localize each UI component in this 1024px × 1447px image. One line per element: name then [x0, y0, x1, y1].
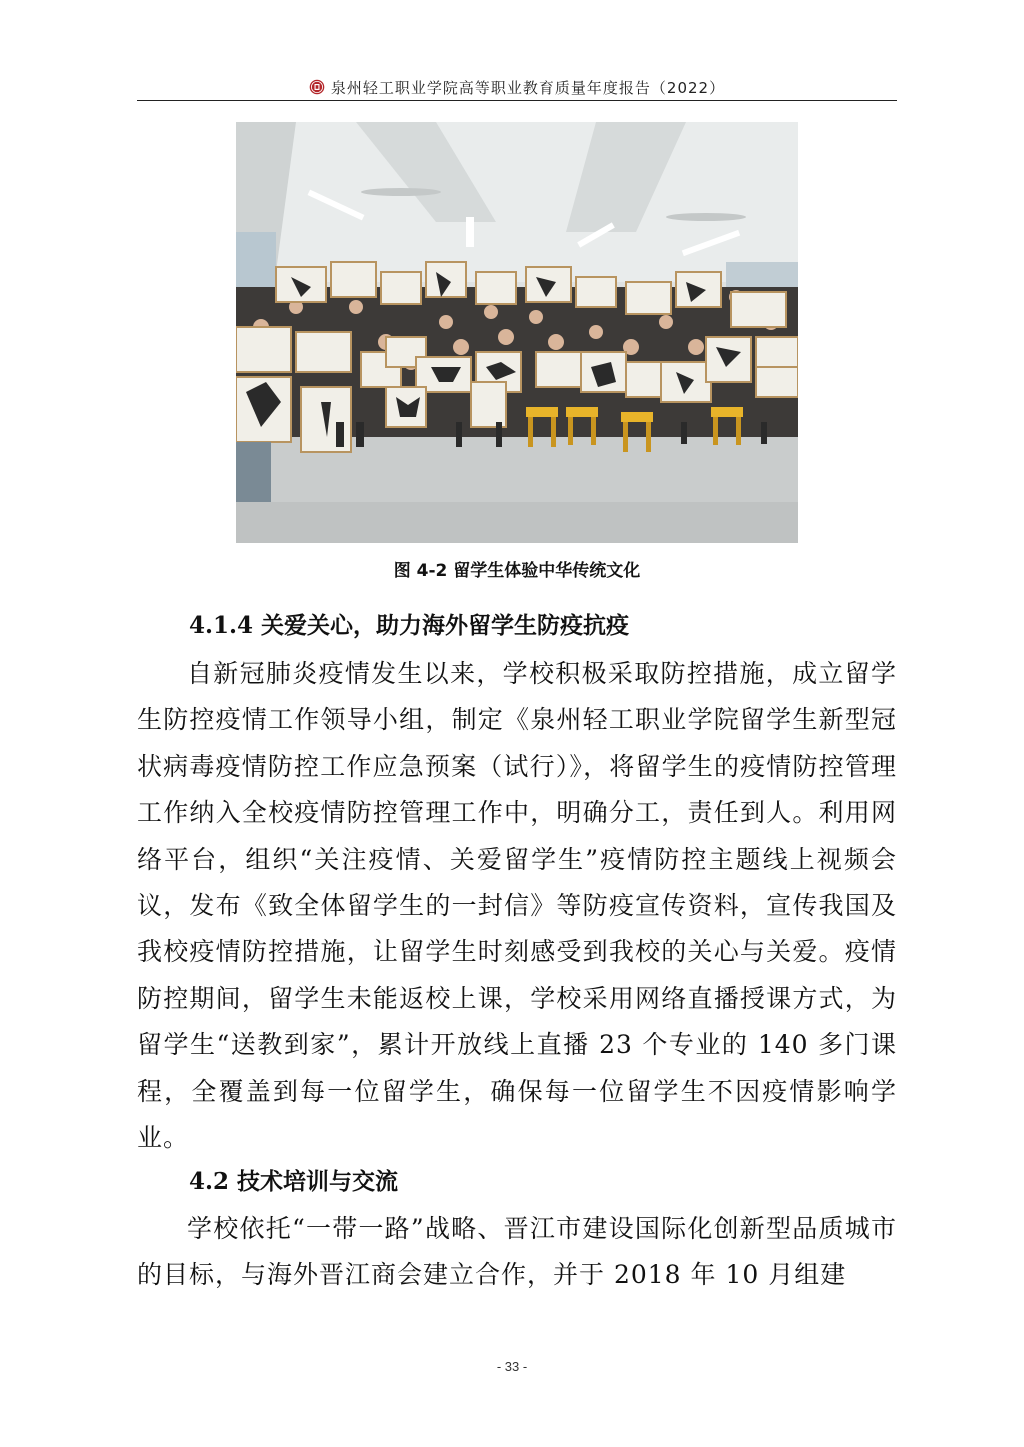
- section-heading-4-2: 4.2 技术培训与交流: [189, 1168, 399, 1195]
- section-heading-4-1-4: 4.1.4 关爱关心，助力海外留学生防疫抗疫: [189, 612, 630, 639]
- section-paragraph-4-1-4: 自新冠肺炎疫情发生以来，学校积极采取防控措施，成立留学生防控疫情工作领导小组，制定《泉州轻工职业学院留学生新型冠状病毒疫情防控工作应急预案（试行）》，将留学生的疫情防控管理工作纳入全校疫情防控管理工作中，明确分工，责任到人。利用网络平台，组织“关注疫情、关爱留学生”疫情防控主题线上视频会议，发布《致全体留学生的一封信》等防疫宣传资料，宣传我国及我校疫情防控措施，让留学生时刻感受到我校的关心与关爱。疫情防控期间，留学生未能返校上课，学校采用网络直播授课方式，为留学生“送教到家”，累计开放线上直播 23 个专业的 140 多门课程，全覆盖到每一位留学生，确保每一位留学生不因疫情影响学业。: [137, 659, 897, 1153]
- header-divider: [137, 100, 897, 101]
- page-number: - 33 -: [496, 1359, 528, 1374]
- figure-photo: [236, 122, 798, 543]
- section-paragraph-4-2: 学校依托“一带一路”战略、晋江市建设国际化创新型品质城市的目标，与海外晋江商会建立合作，并于 2018 年 10 月组建: [137, 1214, 897, 1290]
- school-seal-icon: [309, 79, 325, 95]
- header-title: 泉州轻工职业学院高等职业教育质量年度报告（2022）: [330, 78, 726, 97]
- running-header: [137, 74, 897, 100]
- figure-caption: 图 4-2 留学生体验中华传统文化: [393, 561, 641, 581]
